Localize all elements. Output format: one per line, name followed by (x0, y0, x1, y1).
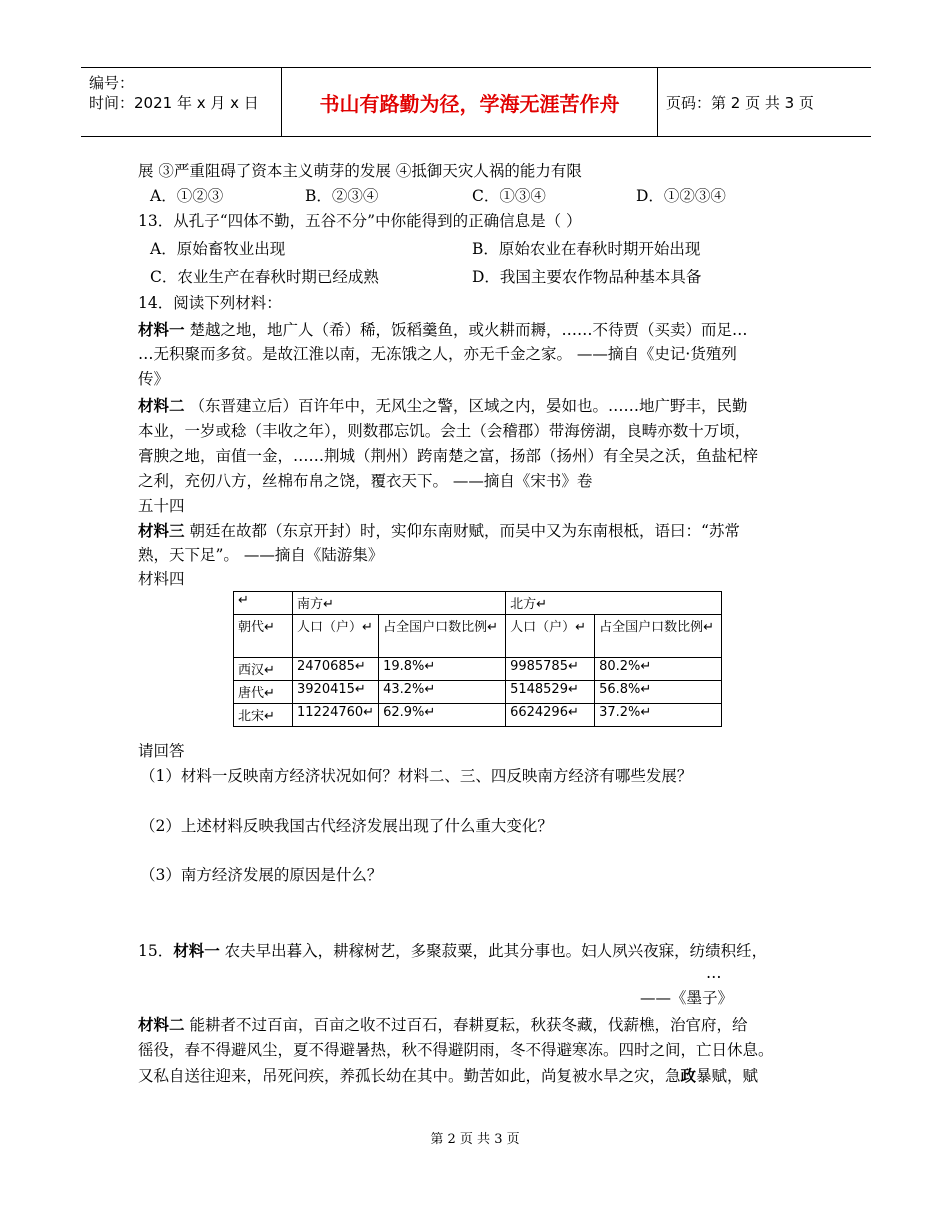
q13-opt-c: C．农业生产在春秋时期已经成熟 (150, 268, 379, 286)
q12-opt-c: C．①③④ (472, 187, 546, 205)
table-header-dynasty: 朝代↵ (234, 615, 293, 658)
material1-line2: …无积聚而多贫。是故江淮以南，无冻饿之人，亦无千金之家。 ——摘自《史记·货殖列 (138, 345, 737, 363)
table-cell: 3920415↵ (293, 681, 379, 704)
code-label: 编号： (89, 74, 135, 92)
q15-material2-line2: 徭役，春不得避风尘，夏不得避暑热，秋不得避阴雨，冬不得避寒冻。四时之间，亡日休息。 (138, 1041, 774, 1059)
q15-ellipsis: … (706, 964, 722, 982)
q15-material1-label: 材料一 (173, 941, 220, 960)
material2-line2: 本业，一岁或稔（丰收之年），则数郡忘饥。会土（会稽郡）带海傍湖，良畴亦数十万顷， (138, 422, 751, 440)
q12-tail: 展 ③严重阻碍了资本主义萌芽的发展 ④抵御天灾人祸的能力有限 (138, 162, 582, 180)
table-cell: 56.8%↵ (595, 681, 722, 704)
question-2: （2）上述材料反映我国古代经济发展出现了什么重大变化？ (140, 817, 553, 835)
header-motto: 书山有路勤为径，学海无涯苦作舟 (282, 68, 658, 136)
material3-line2: 熟，天下足”。 ——摘自《陆游集》 (138, 546, 384, 564)
table-corner: ↵ (234, 592, 293, 615)
q15-source: ——《墨子》 (640, 989, 734, 1007)
material2-line3: 膏腴之地，亩值一金，……荆城（荆州）跨南楚之富，扬部（扬州）有全吴之沃，鱼盐杞梓 (138, 447, 759, 465)
q13-stem: 13．从孔子“四体不勤，五谷不分”中你能得到的正确信息是（ ） (138, 212, 582, 230)
table-cell: 2470685↵ (293, 658, 379, 681)
material2-line1: 材料二 （东晋建立后）百许年中，无风尘之警，区域之内，晏如也。……地广野丰，民勤 (138, 396, 748, 415)
q13-opt-b: B．原始农业在春秋时期开始出现 (472, 240, 701, 258)
question-3: （3）南方经济发展的原因是什么？ (140, 866, 383, 884)
header-page: 页码：第 2 页 共 3 页 (666, 93, 814, 112)
header-meta (81, 68, 282, 136)
material2-label: 材料二 (138, 396, 185, 415)
table-header-south: 南方↵ (293, 592, 506, 615)
q15-material2-label: 材料二 (138, 1015, 185, 1034)
page-footer: 第 2 页 共 3 页 (430, 1132, 520, 1147)
population-table (233, 591, 722, 727)
table-cell: 62.9%↵ (379, 704, 506, 727)
table-cell: 唐代↵ (234, 681, 293, 704)
table-cell: 80.2%↵ (595, 658, 722, 681)
question-1: （1）材料一反映南方经济状况如何？材料二、三、四反映南方经济有哪些发展？ (140, 767, 693, 785)
q12-opt-b: B．②③④ (305, 187, 379, 205)
material1-label: 材料一 (138, 320, 185, 339)
material1-line1: 材料一 楚越之地，地广人（希）稀，饭稻羹鱼，或火耕而耨，……不待贾（买卖）而足… (138, 320, 748, 339)
q14-stem: 14．阅读下列材料： (138, 294, 282, 312)
table-header-north: 北方↵ (506, 592, 722, 615)
q12-opt-d: D．①②③④ (636, 187, 726, 205)
ask-label: 请回答 (138, 742, 185, 760)
table-row (234, 658, 722, 681)
table-row (234, 681, 722, 704)
q13-opt-d: D．我国主要农作物品种基本具备 (472, 268, 702, 286)
material4-label: 材料四 (138, 570, 185, 588)
material3-label: 材料三 (138, 521, 185, 540)
page-header (81, 67, 871, 137)
table-cell: 19.8%↵ (379, 658, 506, 681)
table-cell: 9985785↵ (506, 658, 595, 681)
q12-opt-a: A．①②③ (150, 187, 224, 205)
q13-opt-a: A．原始畜牧业出现 (150, 240, 286, 258)
table-cell: 5148529↵ (506, 681, 595, 704)
table-header-pop-north: 人口（户）↵ (506, 615, 595, 658)
material1-line3: 传》 (138, 370, 170, 388)
table-cell: 11224760↵ (293, 704, 379, 727)
table-cell: 北宋↵ (234, 704, 293, 727)
table-row (234, 704, 722, 727)
q15-material2-line1: 材料二 能耕者不过百亩，百亩之收不过百石，春耕夏耘，秋获冬藏，伐薪樵，治官府，给 (138, 1015, 748, 1034)
table-header-ratio-north: 占全国户口数比例↵ (595, 615, 722, 658)
table-cell: 西汉↵ (234, 658, 293, 681)
table-header-pop-south: 人口（户）↵ (293, 615, 379, 658)
material2-line4: 之利，充仞八方，丝棉布帛之饶，覆衣天下。 ——摘自《宋书》卷 (138, 472, 593, 490)
date-label: 时间：2021 年 x 月 x 日 (89, 94, 259, 112)
material2-line5: 五十四 (138, 497, 185, 515)
q15-line1: 15．材料一 农夫早出暮入，耕稼树艺，多聚菽粟，此其分事也。妇人夙兴夜寐，纺绩积纴， (138, 941, 768, 960)
table-cell: 6624296↵ (506, 704, 595, 727)
q15-material2-line3: 又私自送往迎来，吊死问疾，养孤长幼在其中。勤苦如此，尚复被水旱之灾，急政暴赋，赋 (138, 1066, 759, 1085)
material3-line1: 材料三 朝廷在故都（东京开封）时，实仰东南财赋，而吴中又为东南根柢，语曰：“苏常 (138, 521, 740, 540)
table-cell: 43.2%↵ (379, 681, 506, 704)
table-header-ratio-south: 占全国户口数比例↵ (379, 615, 506, 658)
table-cell: 37.2%↵ (595, 704, 722, 727)
